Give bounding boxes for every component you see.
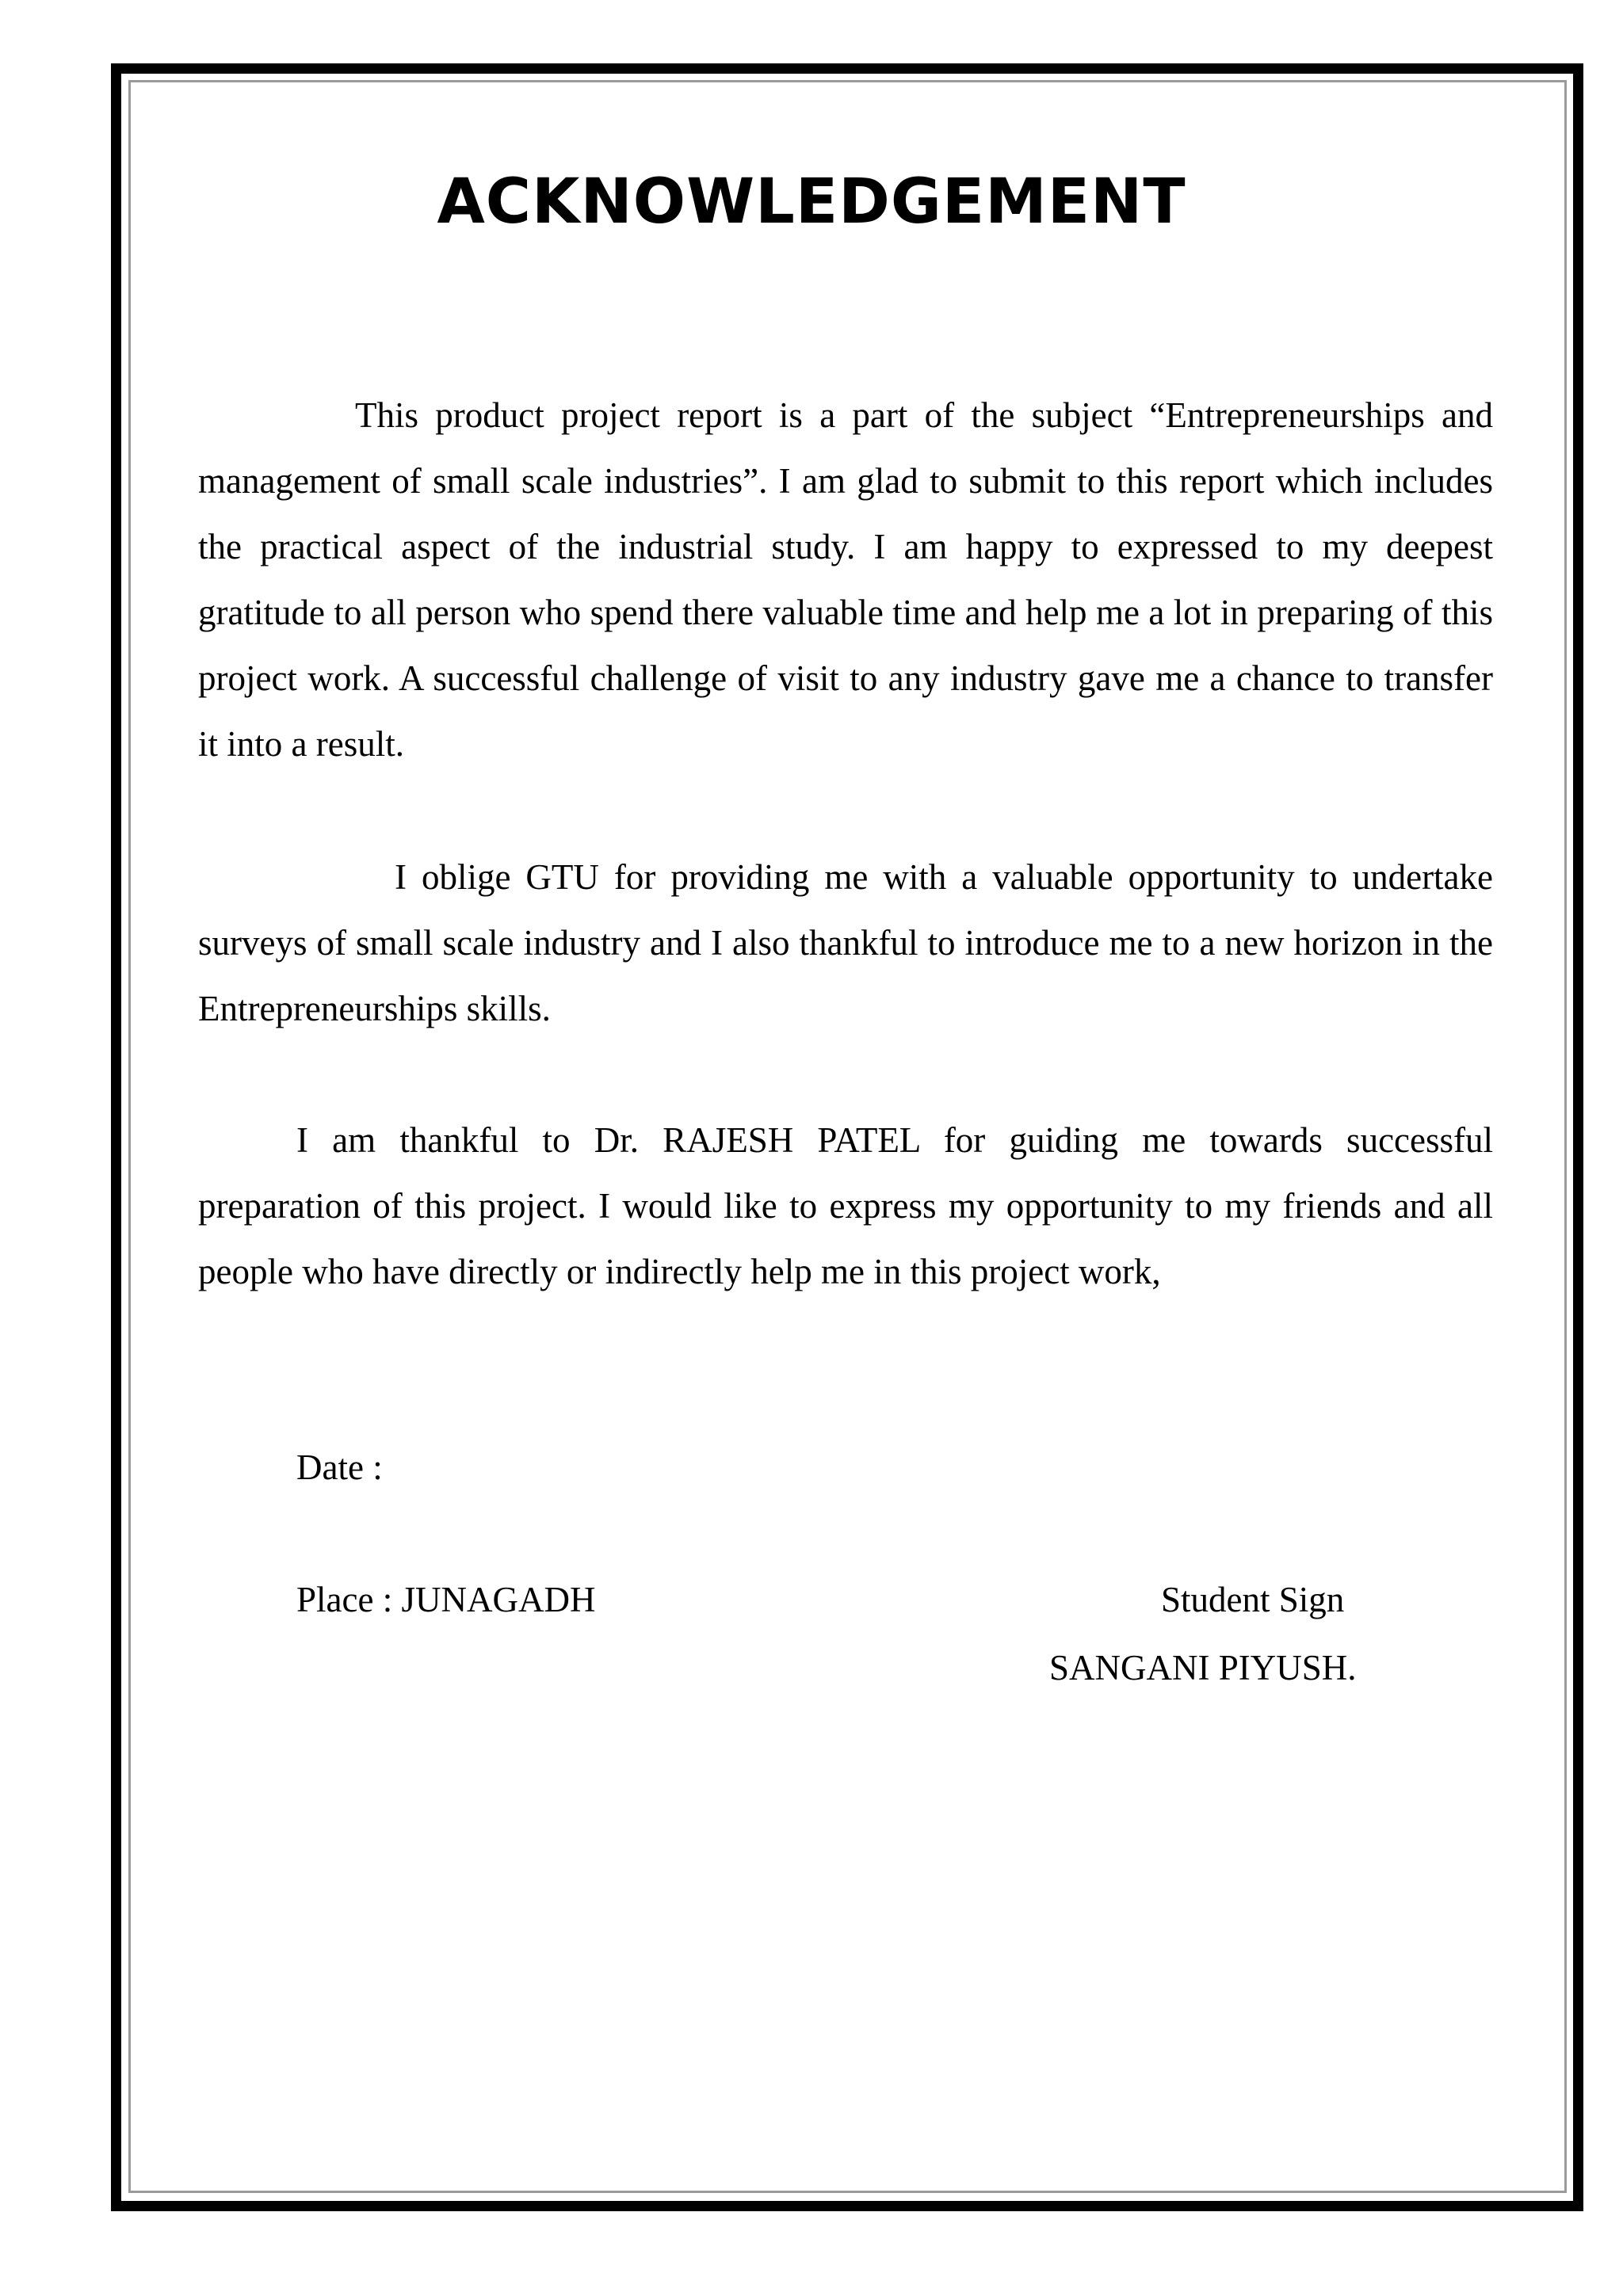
place-label: Place : JUNAGADH — [296, 1580, 596, 1619]
date-label: Date : — [296, 1447, 383, 1487]
paragraph-2: I oblige GTU for providing me with a valuable opportunity to undertake surveys of small scale industry and I also thankful to introduce me to a new horizon in the Entrepreneurships skills. — [198, 857, 1493, 1028]
paragraph-3: I am thankful to Dr. RAJESH PATEL for guiding me towards successful preparation of this project. I would like to express my opportunity to my friends and all people who have directly or indirectly help me in this project work, — [198, 1120, 1493, 1291]
student-sign-label: Student Sign — [1161, 1580, 1345, 1619]
student-name: SANGANI PIYUSH. — [1049, 1648, 1357, 1688]
paragraph-1: This product project report is a part of the subject “Entrepreneurships and management of small scale industries”. I am glad to submit to this report which includes the practical aspect of the industrial study. I am happy to expressed to my deepest gratitude to all person who spend there valuable time and help me a lot in preparing of this project work. A successful challenge of visit to any industry gave me a chance to transfer it into a result. — [198, 395, 1493, 764]
page-title: ACKNOWLEDGEMENT — [437, 166, 1186, 238]
